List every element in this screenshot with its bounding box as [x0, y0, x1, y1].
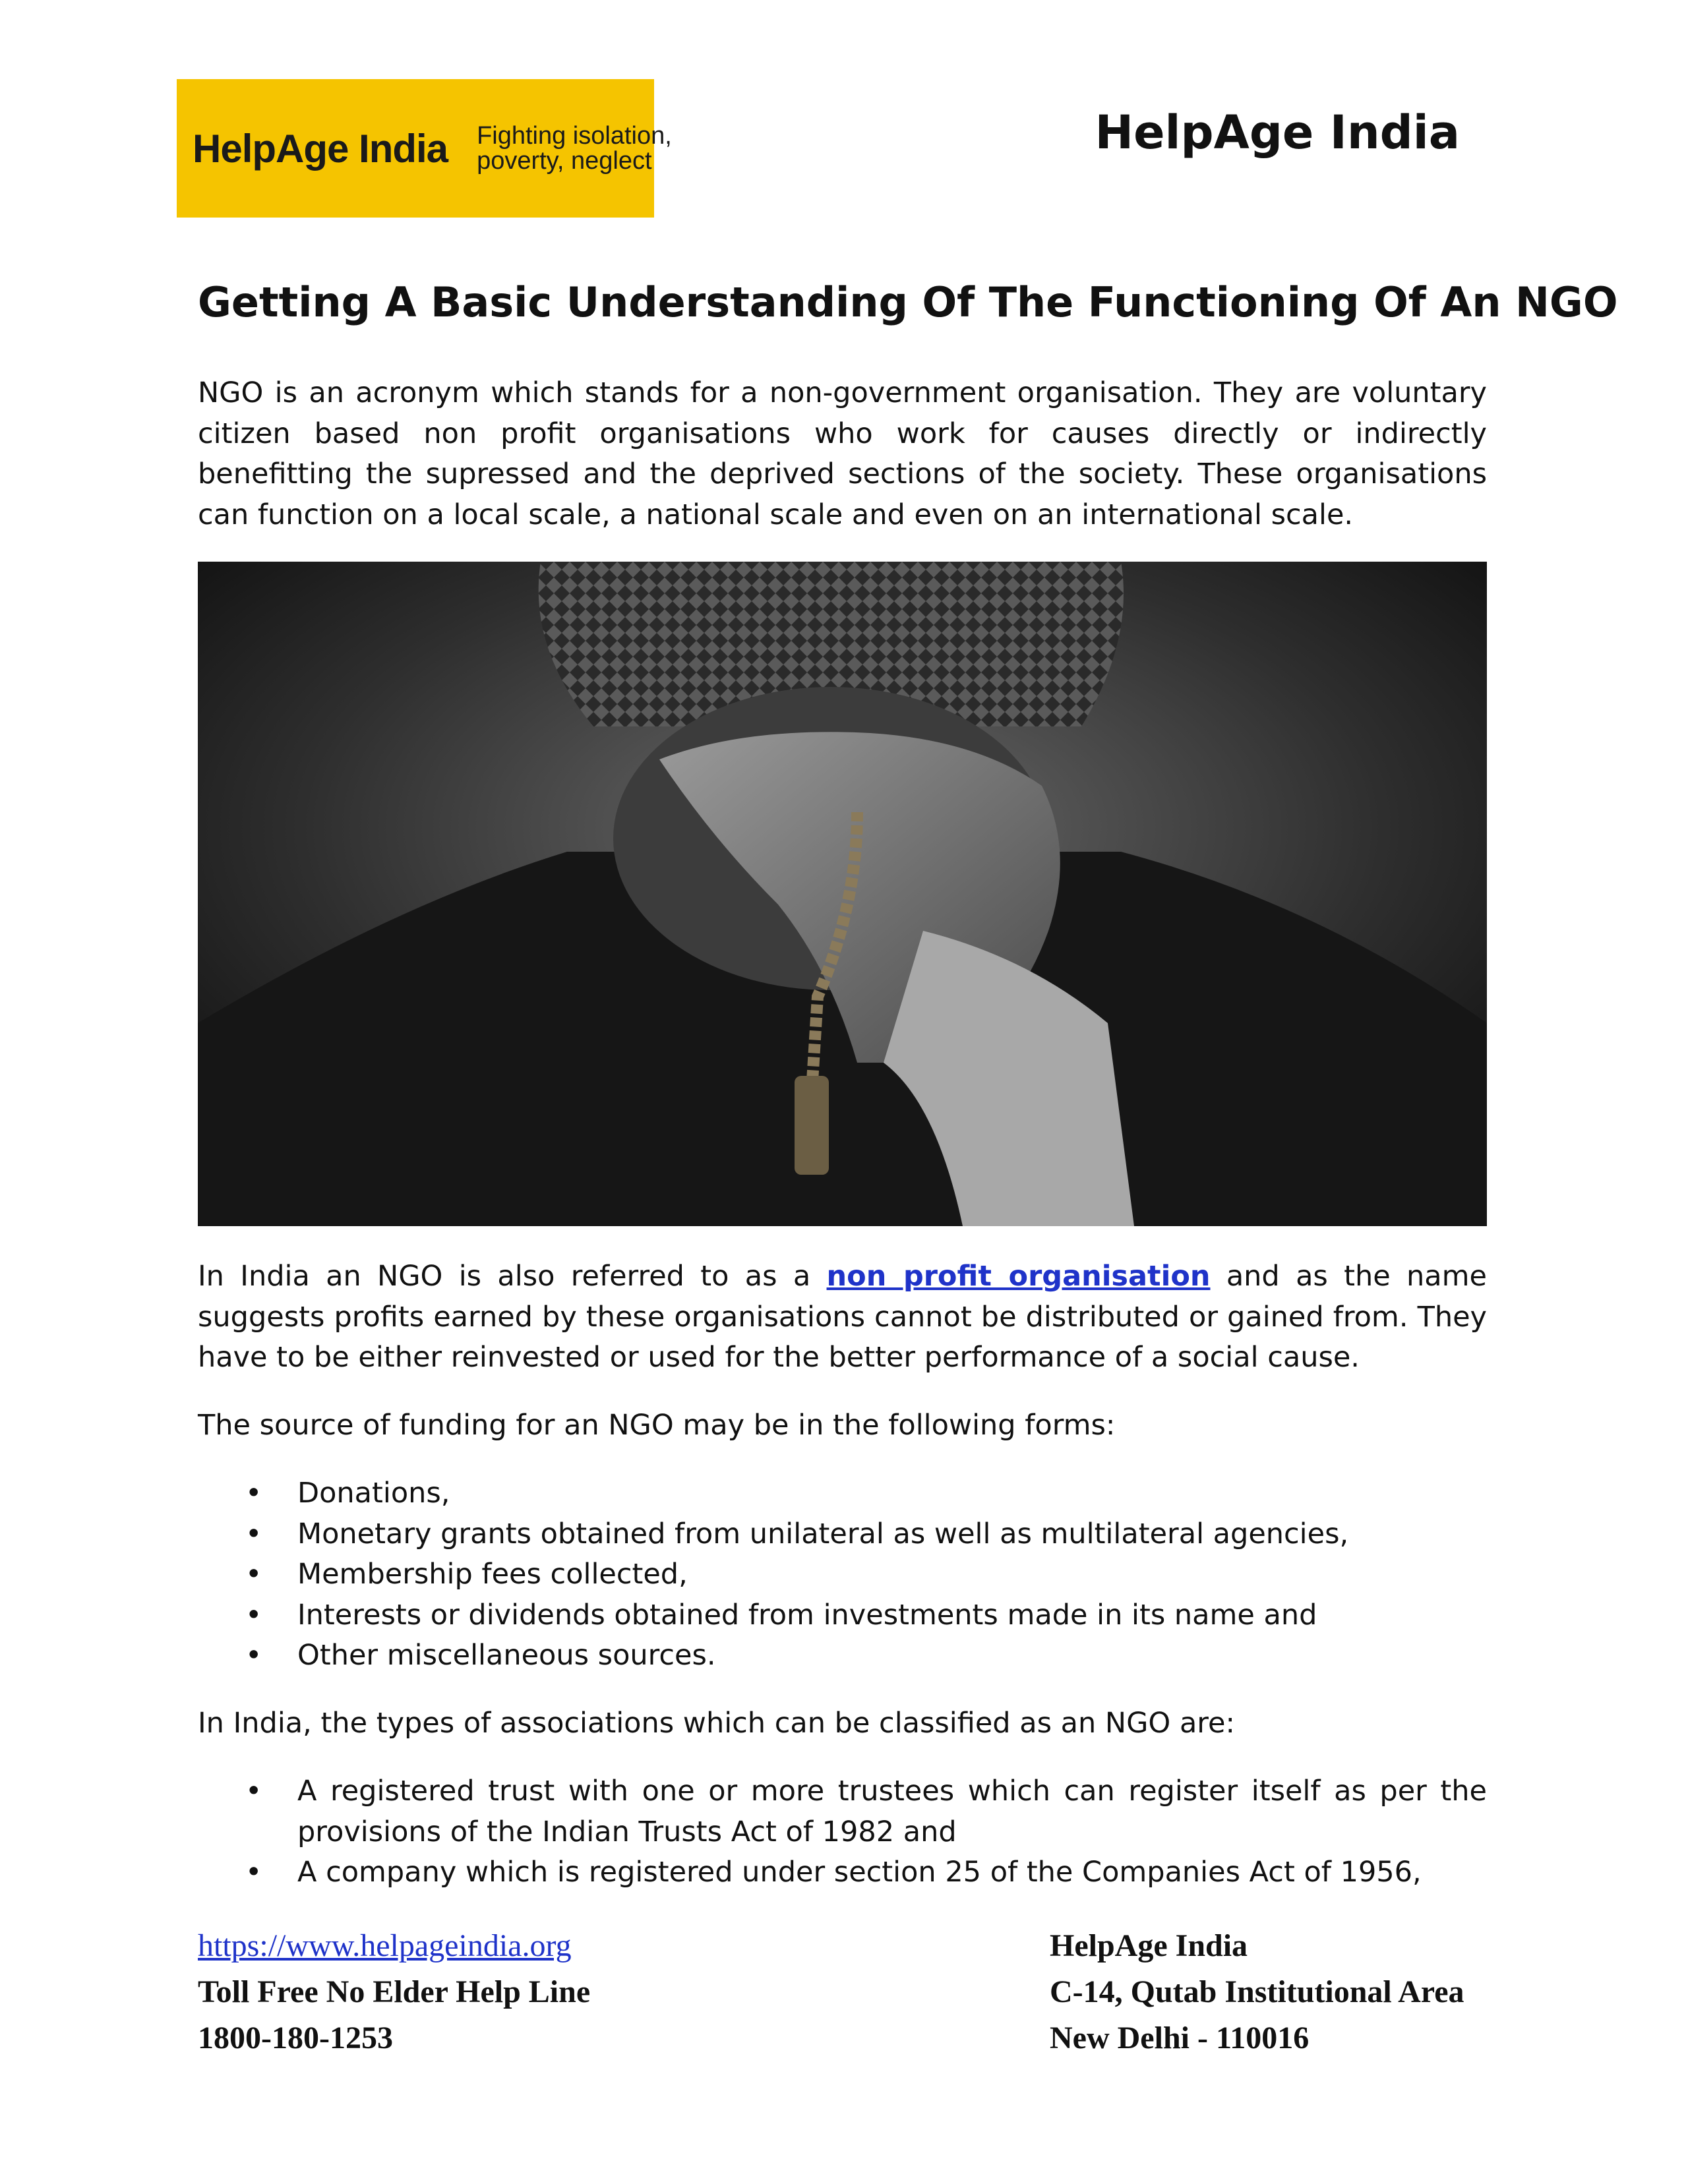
list-item: • Interests or dividends obtained from investments made in its name and [198, 1595, 1487, 1636]
list-item: • Donations, [198, 1473, 1487, 1514]
logo-name: HelpAge India [193, 126, 448, 171]
para2-text-before: In India an NGO is also referred to as a [198, 1260, 827, 1293]
address-line: C-14, Qutab Institutional Area [1050, 1974, 1464, 2009]
footer-contact [198, 1923, 590, 2061]
city-line: New Delhi - 110016 [1050, 2021, 1310, 2055]
para2-text-after: and as the name suggests profits earned by these organisations cannot be distributed or gained from. They have to be either reinvested or used for the better performance of a social cause. [198, 1260, 1487, 1374]
funding-intro: The source of funding for an NGO may be in the following forms: [198, 1409, 1116, 1442]
website-link[interactable]: https://www.helpageindia.org [198, 1928, 572, 1963]
logo-tagline [477, 123, 672, 173]
funding-list [198, 1473, 1487, 1676]
types-intro: In India, the types of associations which can be classified as an NGO are: [198, 1707, 1235, 1740]
logo-tagline-line-1: Fighting isolation, [477, 122, 672, 150]
list-item: • A registered trust with one or more trustees which can register itself as per the provisions of the Indian Trusts Act of 1982 and [198, 1771, 1487, 1852]
article-photo [198, 562, 1487, 1226]
nonprofit-paragraph [198, 1256, 1487, 1378]
list-item: • A company which is registered under section 25 of the Companies Act of 1956, [198, 1852, 1487, 1893]
article-title: Getting A Basic Understanding Of The Functioning Of An NGO [198, 278, 1618, 326]
non-profit-organisation-link[interactable]: non profit organisation [826, 1260, 1211, 1293]
helpage-logo [177, 79, 672, 218]
footer-address [1050, 1923, 1464, 2061]
logo-tagline-line-2: poverty, neglect [477, 147, 652, 175]
helpline-number: 1800-180-1253 [198, 2021, 393, 2055]
list-item: • Other miscellaneous sources. [198, 1636, 1487, 1676]
header-org-name: HelpAge India [1095, 105, 1460, 160]
intro-paragraph: NGO is an acronym which stands for a non-government organisation. They are voluntary citizen based non profit organisations who work for causes directly or indirectly benefitting the supressed and the deprived sections of the society. These organisations can function on a local scale, a national scale and even on an international scale. [198, 376, 1487, 531]
list-item: • Membership fees collected, [198, 1554, 1487, 1595]
footer-org-name: HelpAge India [1050, 1928, 1248, 1963]
types-list [198, 1771, 1487, 1893]
list-item: • Monetary grants obtained from unilateral as well as multilateral agencies, [198, 1514, 1487, 1555]
helpline-label: Toll Free No Elder Help Line [198, 1974, 591, 2009]
